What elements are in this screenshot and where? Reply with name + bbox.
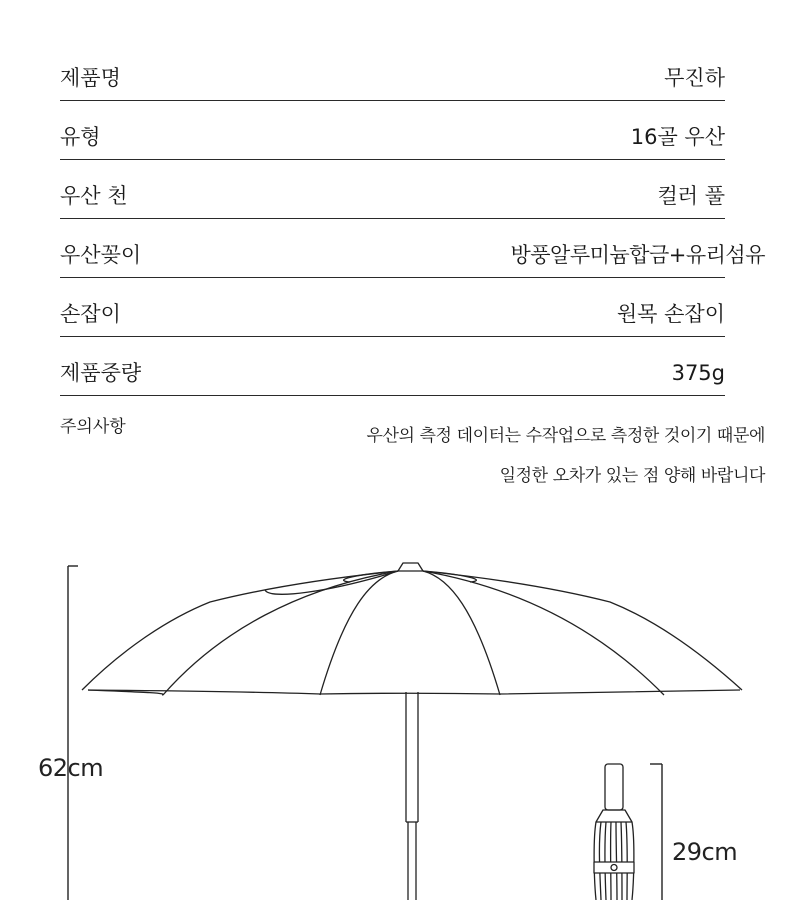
spec-label: 우산 천 <box>60 184 128 208</box>
folded-length-bracket <box>650 764 662 900</box>
umbrella-illustration <box>0 540 790 900</box>
spec-value: 무진하 <box>664 66 725 90</box>
spec-row-handle <box>60 278 725 337</box>
spec-label: 우산꽂이 <box>60 243 142 267</box>
spec-row-canopy <box>60 160 725 219</box>
spec-value: 컬러 풀 <box>657 184 725 208</box>
spec-value: 원목 손잡이 <box>616 302 725 326</box>
notice-text <box>245 416 765 496</box>
spec-table <box>60 42 765 396</box>
spec-label: 유형 <box>60 125 101 149</box>
open-height-label: 62cm <box>38 754 104 782</box>
notice-line-2: 일정한 오차가 있는 점 양해 바랍니다 <box>499 466 765 486</box>
spec-row-type <box>60 101 725 160</box>
spec-row-product-name <box>60 42 725 101</box>
spec-label: 손잡이 <box>60 302 121 326</box>
open-umbrella-shaft <box>406 692 418 900</box>
spec-label: 제품중량 <box>60 361 142 385</box>
notice-label: 주의사항 <box>60 417 126 437</box>
spec-label: 제품명 <box>60 66 121 90</box>
spec-row-frame <box>60 219 765 278</box>
notice-line-1: 우산의 측정 데이터는 수작업으로 측정한 것이기 때문에 <box>366 426 765 446</box>
spec-value: 16골 우산 <box>630 125 725 149</box>
open-umbrella-canopy <box>82 563 742 695</box>
folded-umbrella <box>594 764 634 900</box>
open-height-bracket <box>68 566 78 900</box>
spec-row-weight <box>60 337 725 396</box>
spec-value: 방풍알루미늄합금+유리섬유 <box>510 243 765 267</box>
folded-length-label: 29cm <box>672 838 738 866</box>
spec-value: 375g <box>671 361 725 385</box>
